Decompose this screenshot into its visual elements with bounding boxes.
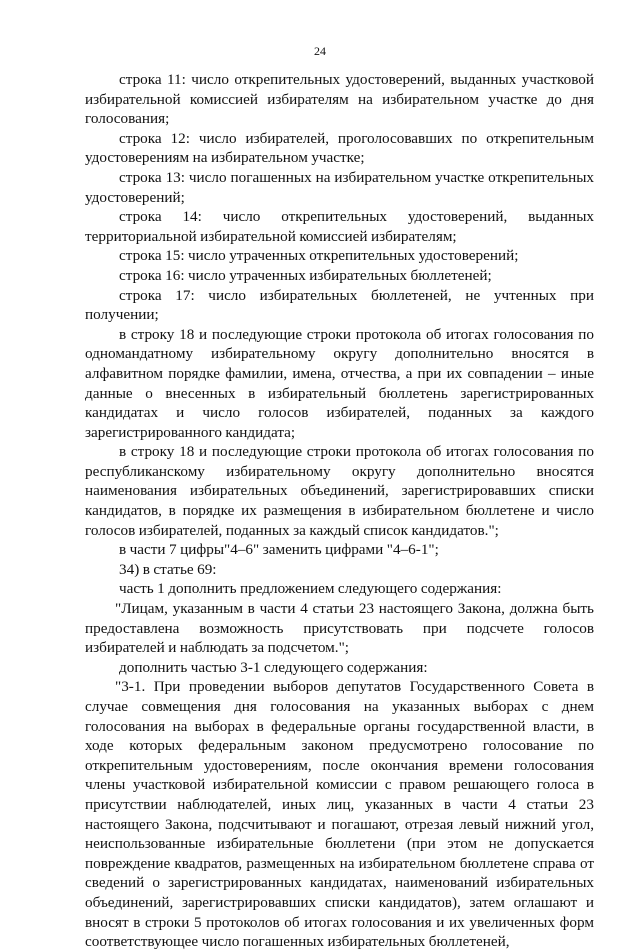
paragraph-part-3-1-text: "3-1. При проведении выборов депутатов Государственного Совета в случае совмещения дня голосования на указанных выборах с днем голосования на выборах в федеральные органы государственной власти, в ходе которых федеральным законом предусмотрено голосование по открепительным удостоверениям, после окончания времени голосования члены участковой избирательной комиссии с правом решающего голоса в присутствии наблюдателей, иных лиц, указанных в части 4 статьи 23 настоящего Закона, подсчитывают и погашают, отрезая левый нижний угол, неиспользованные избирательные бюллетени (при этом не допускается повреждение квадратов, размещенных на избирательном бюллетене справа от сведений о зарегистрированных кандидатах, наименований избирательных объединений, зарегистрировавших списки кандидатов), затем оглашают и вносят в строки 5 протоколов об итогах голосования и их увеличенных форм соответствующее число погашенных избирательных бюллетеней,	[85, 678, 594, 951]
paragraph-line-14: строка 14: число открепительных удостоверений, выданных территориальной избирательной комиссией избирателям;	[85, 208, 594, 245]
paragraph-part-7-amendment: в части 7 цифры"4–6" заменить цифрами "4–6-1";	[119, 541, 439, 559]
paragraph-line-13: строка 13: число погашенных на избирательном участке открепительных удостоверений;	[85, 168, 594, 206]
paragraph-observers-quote: "Лицам, указанным в части 4 статьи 23 настоящего Закона, должна быть предоставлена возможность присутствовать при подсчете голосов избирателей и наблюдать за подсчетом.";	[85, 600, 594, 657]
paragraph-single-mandate-district: в строку 18 и последующие строки протокола об итогах голосования по одномандатному избирательному округу дополнительно вносятся в алфавитном порядке фамилии, имена, отчества, а при их совпадении – иные данные о внесенных в избирательный бюллетень зарегистрированных кандидатах и число голосов избирателей, поданных за каждого зарегистрированного кандидата;	[85, 325, 594, 441]
paragraph-article-69: 34) в статье 69:	[119, 560, 217, 578]
document-body	[85, 70, 594, 952]
paragraph-part-3-1-intro: дополнить частью 3-1 следующего содержания:	[119, 658, 428, 676]
page-number: 24	[314, 44, 326, 58]
paragraph-line-17: строка 17: число избирательных бюллетеней, не учтенных при получении;	[85, 286, 594, 324]
paragraph-line-15: строка 15: число утраченных открепительных удостоверений;	[119, 247, 519, 265]
paragraph-line-16: строка 16: число утраченных избирательных бюллетеней;	[119, 266, 492, 284]
paragraph-line-11: строка 11: число открепительных удостоверений, выданных участковой избирательной комиссией избирателям на избирательном участке до дня голосования;	[85, 71, 594, 128]
paragraph-republican-district: в строку 18 и последующие строки протокола об итогах голосования по республиканскому избирательному округу дополнительно вносятся наименования избирательных объединений, зарегистрировавших списки кандидатов, в порядке их размещения в избирательном бюллетене и число голосов избирателей, поданных за каждый список кандидатов.";	[85, 443, 594, 539]
paragraph-line-12: строка 12: число избирателей, проголосовавших по открепительным удостоверениям на избирательном участке;	[85, 129, 594, 167]
paragraph-part-1-supplement: часть 1 дополнить предложением следующего содержания:	[119, 580, 502, 598]
